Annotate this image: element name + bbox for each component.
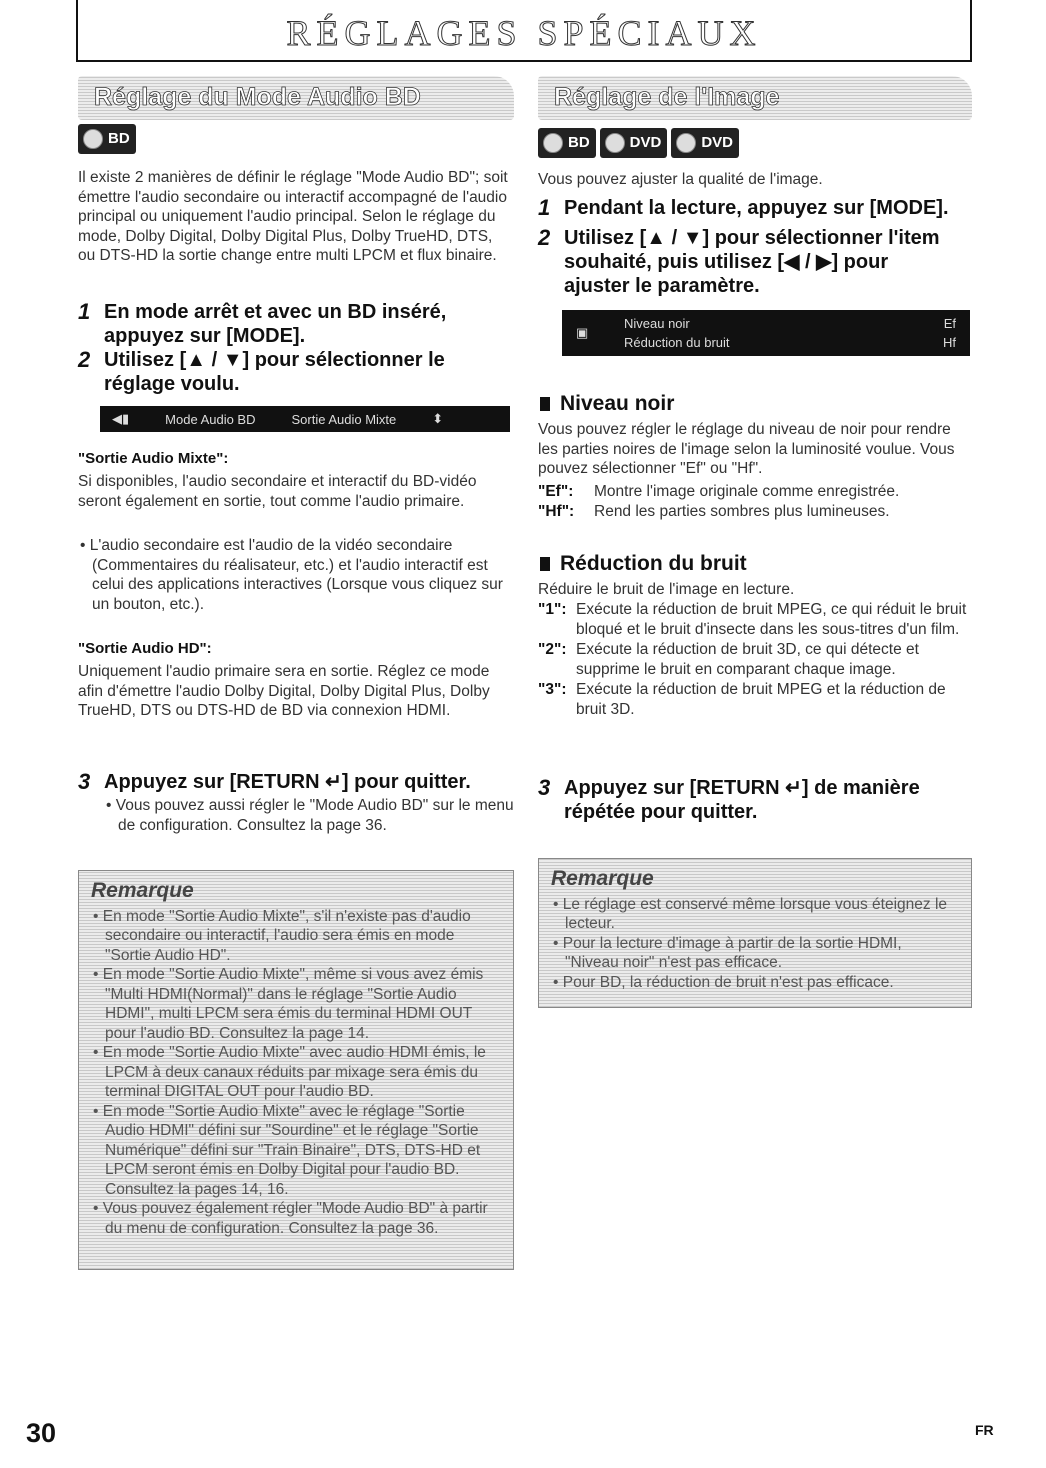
intro-text-left: Il existe 2 manières de définir le réglage "Mode Audio BD"; soit émettre l'audio secondaire ou interactif accompagné de l'audio principal ou uniquement l'audio principal. Selon le réglage du mode, Dolby Digital, Dolby Digital Plus, Dolby TrueHD, DTS, ou DTS-HD la sortie change entre multi LPCM et flux binaire. xyxy=(78,169,508,264)
note-box-left xyxy=(78,870,514,1270)
step-number: 2 xyxy=(538,225,551,250)
step-number: 1 xyxy=(538,195,551,220)
osd-value: Hf xyxy=(943,335,956,350)
note-item: • En mode "Sortie Audio Mixte", même si vous avez émis "Multi HDMI(Normal)" dans le réglage "Sortie Audio HDMI", multi LPCM sera émis du terminal HDMI OUT pour l'audio BD. Consultez la page 14. xyxy=(93,966,484,1042)
def-key: "Hf": xyxy=(538,503,575,520)
def-value: Exécute la réduction de bruit MPEG et la réduction de bruit 3D. xyxy=(576,681,946,718)
note-item: • En mode "Sortie Audio Mixte" avec le réglage "Sortie Audio HDMI" défini sur "Sourdine" et le réglage "Sortie Numérique" défini sur "Train Binaire", DTS, DTS-HD et LPCM seront émis en Dolby Digital pour l'audio BD. Consultez la pages 14, 16. xyxy=(93,1102,481,1198)
speaker-icon: ◀▮ xyxy=(112,411,130,426)
mix-bullet: • L'audio secondaire est l'audio de la vidéo secondaire (Commentaires du réalisateur, etc.) et l'audio interactif est celui des applications interactives (Lorsque vous cliquez sur un bouton, etc.). xyxy=(80,537,503,613)
heading-text: Niveau noir xyxy=(560,392,675,415)
dvd-video-badge: DVD xyxy=(600,128,668,158)
step-number: 1 xyxy=(78,299,91,324)
note-title: Remarque xyxy=(551,867,654,890)
bruit-defs xyxy=(538,600,972,720)
osd-row-niveau xyxy=(624,316,956,331)
def-row xyxy=(538,640,972,680)
niveau-noir-heading xyxy=(540,392,674,416)
heading-text: Réduction du bruit xyxy=(560,552,747,575)
dvd-vr-badge: DVD xyxy=(671,128,739,158)
step-text: En mode arrêt et avec un BD inséré, appuyez sur [MODE]. xyxy=(104,301,447,347)
note-item: • Pour BD, la réduction de bruit n'est pas efficace. xyxy=(553,973,894,991)
def-row xyxy=(538,482,968,502)
step3-bullet-left: • Vous pouvez aussi régler le "Mode Audio BD" sur le menu de configuration. Consultez la page 36. xyxy=(106,797,514,834)
intro-text-right: Vous pouvez ajuster la qualité de l'image. xyxy=(538,171,823,188)
def-row xyxy=(538,600,972,640)
left-step-3 xyxy=(78,770,508,794)
osd-audio-mode xyxy=(100,406,510,432)
step-text: Appuyez sur [RETURN ↵] pour quitter. xyxy=(104,771,471,793)
hd-title: "Sortie Audio HD": xyxy=(78,640,212,657)
language-code: FR xyxy=(975,1422,994,1438)
square-bullet-icon xyxy=(540,557,550,571)
disc-badges-right xyxy=(538,128,739,158)
picture-icon: ▣ xyxy=(576,325,589,340)
bd-badge: BD xyxy=(538,128,596,158)
def-value: Exécute la réduction de bruit 3D, ce qui détecte et supprime le bruit en comparant chaque image. xyxy=(576,641,919,678)
osd-value: Sortie Audio Mixte xyxy=(291,411,397,427)
osd-label: Mode Audio BD xyxy=(165,411,256,427)
step-number: 3 xyxy=(78,769,91,794)
right-step-2 xyxy=(538,226,958,298)
updown-icon: ⬍ xyxy=(432,411,444,426)
def-row xyxy=(538,502,968,522)
step-text: Utilisez [▲ / ▼] pour sélectionner l'item souhaité, puis utilisez [◀ / ▶] pour ajuster le paramètre. xyxy=(564,227,940,297)
note-item: • Le réglage est conservé même lorsque vous éteignez le lecteur. xyxy=(553,895,948,932)
step-text: Appuyez sur [RETURN ↵] de manière répétée pour quitter. xyxy=(564,777,920,823)
def-key: "1": xyxy=(538,601,567,618)
left-step-1 xyxy=(78,300,508,348)
def-key: "2": xyxy=(538,641,567,658)
note-item: • Vous pouvez également régler "Mode Audio BD" à partir du menu de configuration. Consultez la page 36. xyxy=(93,1200,488,1237)
reduction-bruit-heading xyxy=(540,552,747,576)
square-bullet-icon xyxy=(540,397,550,411)
note-item: • En mode "Sortie Audio Mixte" avec audio HDMI émis, le LPCM à deux canaux réduits par mixage sera émis du terminal DIGITAL OUT pour l'audio BD. xyxy=(93,1044,486,1100)
hd-text: Uniquement l'audio primaire sera en sortie. Réglez ce mode afin d'émettre l'audio Dolby Digital, Dolby Digital Plus, Dolby TrueHD, DTS ou DTS-HD de BD via connexion HDMI. xyxy=(78,663,490,719)
osd-value: Ef xyxy=(943,316,956,331)
reduction-bruit-text: Réduire le bruit de l'image en lecture. xyxy=(538,581,795,598)
def-key: "Ef": xyxy=(538,483,574,500)
mix-title: "Sortie Audio Mixte": xyxy=(78,450,229,467)
def-value: Rend les parties sombres plus lumineuses. xyxy=(594,503,890,520)
note-title: Remarque xyxy=(91,879,194,902)
step-number: 3 xyxy=(538,775,551,800)
osd-label: Réduction du bruit xyxy=(624,335,730,350)
def-value: Montre l'image originale comme enregistrée. xyxy=(594,483,900,500)
def-row xyxy=(538,680,972,720)
section-header-image: Réglage de l'Image xyxy=(538,76,972,120)
niveau-defs xyxy=(538,482,968,522)
step-text: Utilisez [▲ / ▼] pour sélectionner le réglage voulu. xyxy=(104,349,445,395)
step-number: 2 xyxy=(78,347,91,372)
def-value: Exécute la réduction de bruit MPEG, ce qui réduit le bruit bloqué et le bruit d'insecte dans les sous-titres d'un film. xyxy=(576,601,967,638)
note-item: • En mode "Sortie Audio Mixte", s'il n'existe pas d'audio secondaire ou interactif, l'audio sera émis en mode "Sortie Audio HD". xyxy=(93,907,471,964)
disc-badges-left xyxy=(78,124,136,154)
osd-rows xyxy=(624,316,956,350)
page-number: 30 xyxy=(26,1418,57,1448)
niveau-noir-text: Vous pouvez régler le réglage du niveau de noir pour rendre les parties noires de l'image selon la luminosité voulue. Vous pouvez sélectionner "Ef" ou "Hf". xyxy=(538,421,955,477)
osd-image-settings xyxy=(562,310,970,356)
note-box-right xyxy=(538,858,972,1008)
step-text: Pendant la lecture, appuyez sur [MODE]. xyxy=(564,197,949,219)
page-title: RÉGLAGES SPÉCIAUX xyxy=(286,13,762,53)
right-step-1 xyxy=(538,196,968,220)
left-step-2 xyxy=(78,348,508,396)
right-step-3 xyxy=(538,776,958,824)
note-item: • Pour la lecture d'image à partir de la sortie HDMI, "Niveau noir" n'est pas efficace. xyxy=(553,934,902,971)
mix-text: Si disponibles, l'audio secondaire et interactif du BD-vidéo seront également en sortie, tout comme l'audio primaire. xyxy=(78,473,477,510)
osd-label: Niveau noir xyxy=(624,316,690,331)
osd-row-bruit xyxy=(624,335,956,350)
bd-badge: BD xyxy=(78,124,136,154)
def-key: "3": xyxy=(538,681,567,698)
section-header-audio-bd: Réglage du Mode Audio BD xyxy=(78,76,514,120)
